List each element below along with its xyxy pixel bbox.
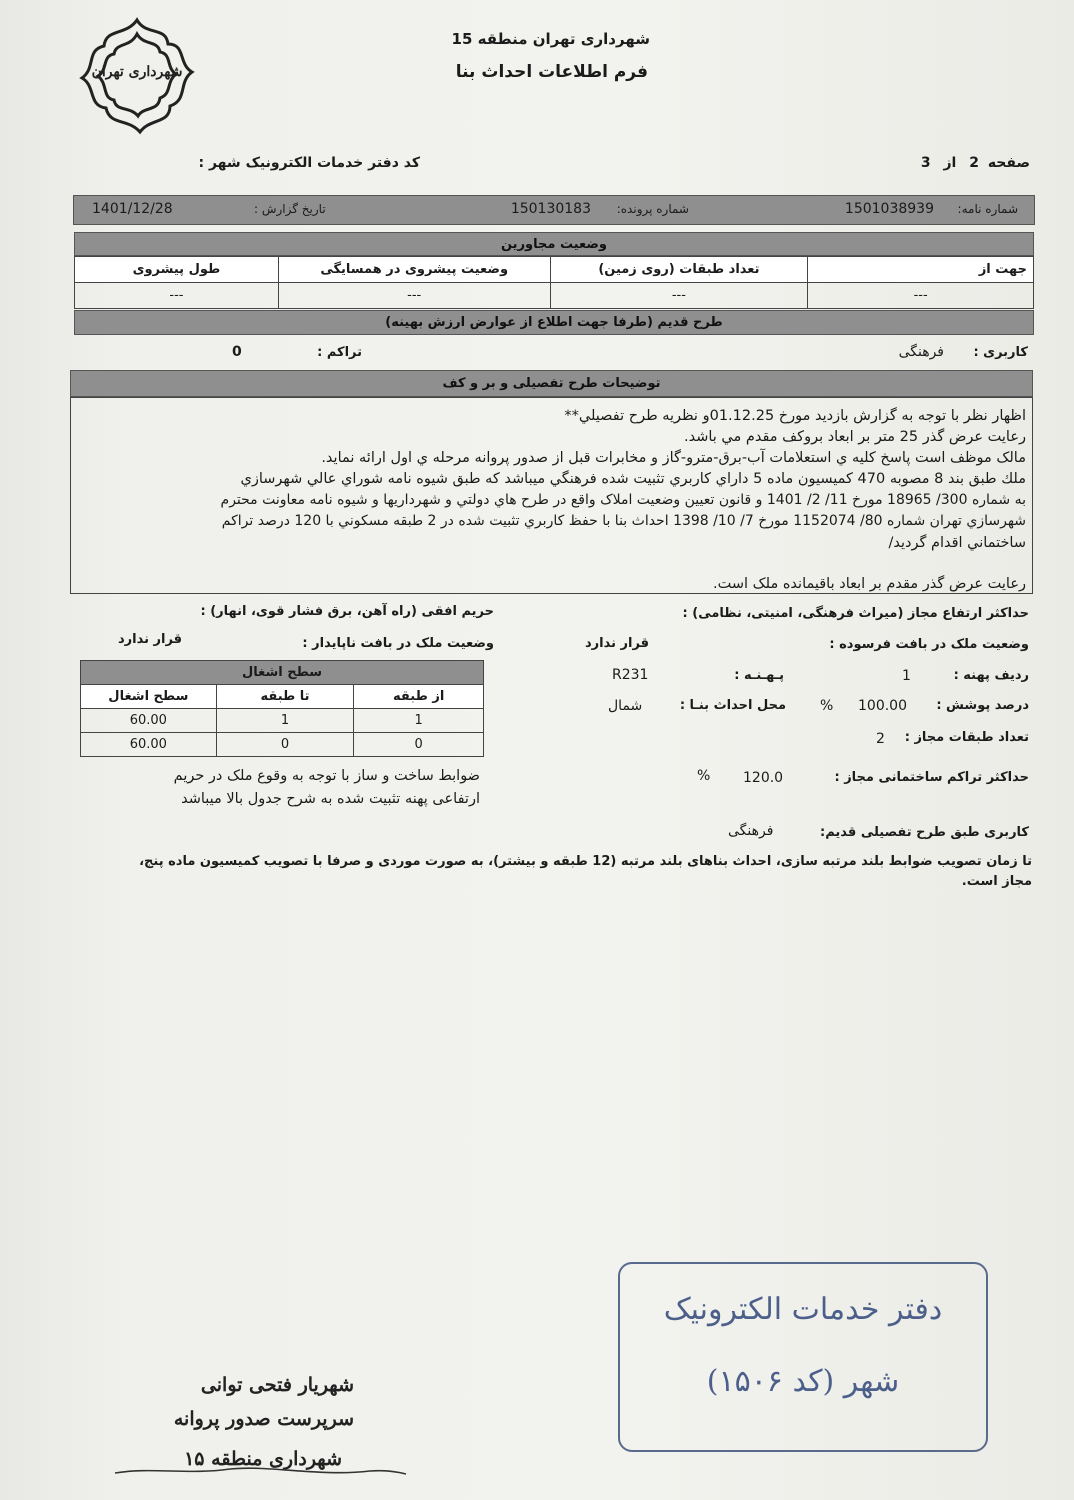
old-plan-density-value: 0 bbox=[232, 344, 242, 360]
old-usage-value: فرهنگی bbox=[728, 823, 774, 839]
coverage-label: درصد پوشش : bbox=[936, 698, 1029, 713]
signer-role: سرپرست صدور پروانه bbox=[173, 1408, 354, 1430]
office-code-label: کد دفتر خدمات الکترونیک شهر : bbox=[198, 155, 420, 171]
unstable-fabric-value: قرار ندارد bbox=[118, 632, 183, 647]
max-density-label: حداکثر تراکم ساختمانی مجاز : bbox=[834, 770, 1029, 785]
letter-number-value: 1501038939 bbox=[844, 201, 934, 217]
report-date-label: تاریخ گزارش : bbox=[254, 202, 326, 216]
old-plan-usage-label: کاربری : bbox=[973, 345, 1028, 360]
description-line: رعایت عرض گذر مقدم بر ابعاد باقیمانده ملک است. bbox=[713, 576, 1026, 592]
occupancy-table bbox=[80, 660, 484, 757]
page-number: 2 bbox=[969, 155, 979, 171]
page-label: صفحه bbox=[987, 155, 1030, 171]
occupancy-cell: 0 bbox=[216, 733, 354, 757]
max-height-label: حداکثر ارتفاع مجاز (میراث فرهنگی، امنیتی، نظامی) : bbox=[682, 606, 1029, 621]
old-plan-usage-value: فرهنگی bbox=[898, 344, 944, 360]
neighbors-title: وضعیت مجاورین bbox=[74, 232, 1034, 256]
occupancy-cell: 60.00 bbox=[81, 709, 217, 733]
highrise-note-line: مجاز است. bbox=[961, 874, 1032, 889]
old-plan-title: طرح قدیم (طرفا جهت اطلاع از عوارض ارزش بهینه) bbox=[74, 310, 1034, 335]
zone-row-label: ردیف پهنه : bbox=[953, 668, 1029, 683]
description-line: به شماره 300/ 18965 مورخ 11/ 2/ 1401 و قانون تعیین وضعیت املاک واقع در طرح هاي دولتي و شهرداریها و شیوه نامه معاونت محترم bbox=[220, 492, 1026, 508]
zone-label: پـهـنـه : bbox=[734, 668, 784, 683]
rules-note-line: ارتفاعی پهنه تثبیت شده به شرح جدول بالا میباشد bbox=[181, 791, 480, 807]
horizontal-buffer-label: حریم افقی (راه آهن، برق فشار قوی، انهار) : bbox=[200, 604, 494, 619]
neighbors-cell: --- bbox=[550, 283, 808, 309]
form-title: فرم اطلاعات احداث بنا bbox=[455, 62, 648, 82]
page-of: از bbox=[943, 155, 957, 171]
office-stamp bbox=[618, 1262, 988, 1452]
description-line: رعایت عرض گذر 25 متر بر ابعاد بروکف مقدم مي باشد. bbox=[683, 429, 1026, 445]
stamp-line: شهر (کد ۱۵۰۶) bbox=[706, 1364, 900, 1399]
neighbors-col-status: وضعیت پیشروی در همسایگی bbox=[278, 257, 550, 283]
description-box bbox=[70, 397, 1033, 594]
occupancy-cell: 0 bbox=[354, 733, 484, 757]
description-line: مالک موظف است پاسخ کلیه ي استعلامات آب-برق-مترو-گاز و مخابرات قبل از صدور پروانه مرحله ي اول ارائه نماید. bbox=[321, 450, 1026, 466]
page-indicator bbox=[890, 155, 1030, 171]
unstable-fabric-label: وضعیت ملک در بافت ناپایدار : bbox=[302, 636, 494, 651]
stamp-line: دفتر خدمات الکترونیک bbox=[663, 1292, 943, 1327]
page-total: 3 bbox=[920, 155, 931, 171]
allowed-floors-value: 2 bbox=[876, 731, 885, 747]
occupancy-cell: 1 bbox=[216, 709, 354, 733]
file-number-value: 150130183 bbox=[510, 201, 591, 217]
worn-fabric-label: وضعیت ملک در بافت فرسوده : bbox=[829, 637, 1029, 652]
occupancy-cell: 1 bbox=[354, 709, 484, 733]
occupancy-col-area: سطح اشغال bbox=[81, 685, 217, 709]
description-title: توضیحات طرح تفصیلی و بر و کف bbox=[70, 370, 1033, 397]
occupancy-col-to: تا طبقه bbox=[216, 685, 354, 709]
max-density-value: 120.0 bbox=[743, 770, 784, 786]
max-density-unit: % bbox=[697, 768, 711, 784]
description-line: ساختماني اقدام گردید/ bbox=[888, 535, 1026, 551]
neighbors-col-length: طول پیشروی bbox=[75, 257, 279, 283]
coverage-value: 100.00 bbox=[858, 698, 907, 714]
neighbors-table bbox=[74, 256, 1034, 309]
occupancy-title: سطح اشغال bbox=[81, 661, 484, 685]
neighbors-col-direction: جهت از bbox=[808, 257, 1034, 283]
location-label: محل احداث بنـا : bbox=[679, 698, 786, 713]
signer-org: شهرداری منطقه ۱۵ bbox=[184, 1448, 342, 1470]
report-date-value: 1401/12/28 bbox=[92, 201, 173, 217]
coverage-unit: % bbox=[820, 698, 834, 714]
neighbors-cell: --- bbox=[278, 283, 550, 309]
allowed-floors-label: تعداد طبقات مجاز : bbox=[904, 730, 1029, 745]
file-number-label: شماره پرونده: bbox=[616, 202, 689, 216]
highrise-note-line: تا زمان تصویب ضوابط بلند مرتبه سازی، احداث بناهای بلند مرتبه (12 طبقه و بیشتر)، به صورت موردی و صرفا با تصویب کمیسیون ماده پنج، bbox=[139, 854, 1032, 869]
old-plan-density-label: تراکم : bbox=[317, 345, 362, 360]
signature-scribble bbox=[110, 1455, 410, 1485]
location-value: شمال bbox=[608, 698, 643, 714]
neighbors-cell: --- bbox=[808, 283, 1034, 309]
signer-name: شهریار فتحی توانی bbox=[200, 1374, 354, 1396]
description-line: شهرسازي تهران شماره 80/ 1152074 مورخ 7/ 10/ 1398 احداث بنا با حفظ کاربري تثبیت شده در 2 طبقه مسکوني با 120 درصد تراکم bbox=[221, 513, 1026, 529]
letter-number-label: شماره نامه: bbox=[957, 202, 1018, 216]
logo-text: شهرداری تهران bbox=[91, 64, 183, 80]
tehran-municipality-logo bbox=[74, 14, 200, 140]
zone-row-value: 1 bbox=[902, 668, 911, 684]
occupancy-cell: 60.00 bbox=[81, 733, 217, 757]
worn-fabric-value: قرار ندارد bbox=[585, 636, 650, 651]
description-line: ملك طبق بند 8 مصوبه 470 کمیسیون ماده 5 داراي کاربري تثبیت شده فرهنگي میباشد که طبق شیوه نامه شوراي عالي شهرسازي bbox=[240, 471, 1026, 487]
neighbors-cell: --- bbox=[75, 283, 279, 309]
info-bar bbox=[73, 195, 1035, 225]
description-line: اظهار نظر با توجه به گزارش بازدید مورخ 01.12.25و نظریه طرح تفصیلي** bbox=[564, 408, 1026, 424]
rules-note-line: ضوابط ساخت و ساز با توجه به وقوع ملک در حریم bbox=[173, 768, 480, 784]
occupancy-col-from: از طبقه bbox=[354, 685, 484, 709]
neighbors-col-floors: تعداد طبقات (روی زمین) bbox=[550, 257, 808, 283]
zone-value: R231 bbox=[612, 667, 649, 683]
old-usage-label: کاربری طبق طرح تفصیلی قدیم: bbox=[820, 825, 1029, 840]
municipality-name: شهرداری تهران منطقه 15 bbox=[451, 30, 650, 48]
